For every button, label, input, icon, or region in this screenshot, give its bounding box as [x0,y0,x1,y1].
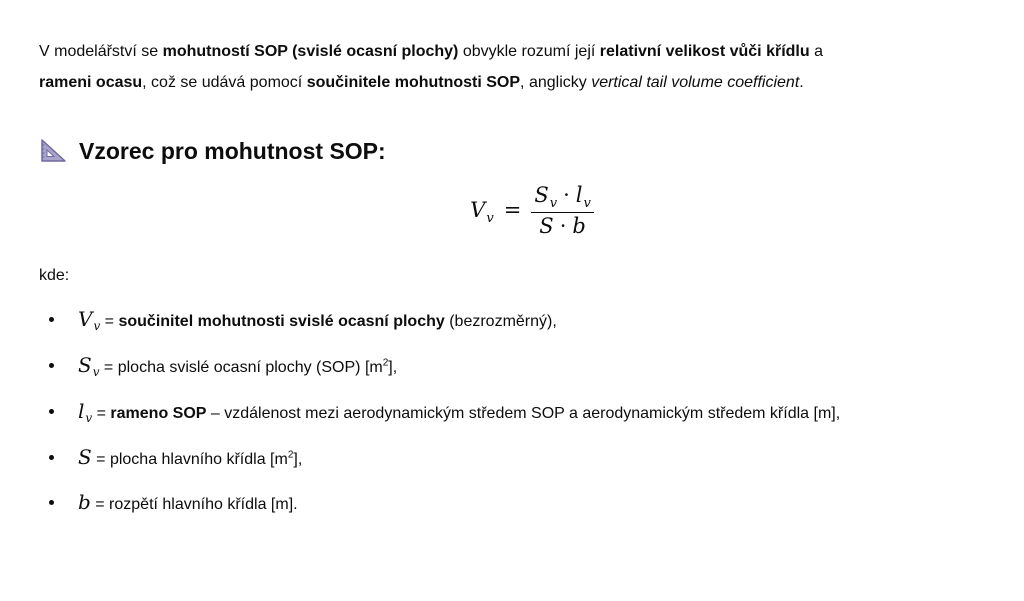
intro-paragraph [39,36,989,98]
intro-bold-term: mohutností SOP (svislé ocasní plochy) [162,43,459,60]
intro-bold-term: součinitele mohutnosti SOP [306,74,521,91]
formula-fraction [531,182,594,239]
section-heading [39,136,989,166]
bullet [49,455,54,460]
list-item: $S_v$ = plocha svislé ocasní plochy (SOP) $[m^2]$, [39,350,989,384]
heading-text: Vzorec pro mohutnost SOP: [79,138,386,164]
list-item: b = rozpětí hlavního křídla [m]. [39,487,989,520]
bullet [49,317,54,322]
formula-denominator: S · b [539,213,586,238]
definition-text: – vzdálenost mezi aerodynamickým středem SOP a aerodynamickým středem křídla [m], [206,405,841,422]
intro-text: obvykle rozumí její [458,43,600,60]
definition-text: plocha hlavního křídla [m [109,451,288,468]
intro-text: , anglicky [520,74,592,91]
intro-text: V modelářství se [39,43,163,60]
list-item: $l_v$ = rameno SOP – vzdálenost mezi aerodynamickým středem SOP a aerodynamickým středem křídla [m], [39,396,989,430]
list-item: S = plocha hlavního křídla $[m^2]$, [39,442,989,475]
formula-block [39,174,989,246]
intro-text: a [809,43,823,60]
definitions-list [39,304,989,520]
symbol: $l_v$ [78,399,93,425]
kde-label: kde: [39,267,70,284]
formula-equals: = [503,198,522,222]
bullet [49,363,54,368]
definition-text: rozpětí hlavního křídla [m]. [109,496,298,513]
intro-bold-term: rameni ocasu [39,74,143,91]
intro-text: . [799,74,804,91]
intro-italic-term: vertical tail volume coefficient [591,74,800,91]
symbol: $S_v$ [78,353,100,379]
symbol: b [78,490,91,514]
definition-term: rameno SOP [110,405,207,422]
symbol: $V_v$ [78,307,101,333]
bullet [49,500,54,505]
formula-numerator: $S_v \cdot l_v$ [534,182,591,211]
formula-lhs: $V_v$ [470,198,494,226]
triangular-ruler-icon [39,138,67,164]
intro-text: , což se udává pomocí [142,74,307,91]
intro-bold-term: relativní velikost vůči křídlu [599,43,810,60]
definition-term: součinitel mohutnosti svislé ocasní plochy [118,313,445,330]
document-content [39,36,989,532]
symbol: S [78,445,92,469]
definition-text: plocha svislé ocasní plochy (SOP) [m [117,359,383,376]
definition-text: (bezrozměrný), [444,313,557,330]
list-item: $V_v$ = součinitel mohutnosti svislé ocasní plochy (bezrozměrný), [39,304,989,338]
bullet [49,409,54,414]
